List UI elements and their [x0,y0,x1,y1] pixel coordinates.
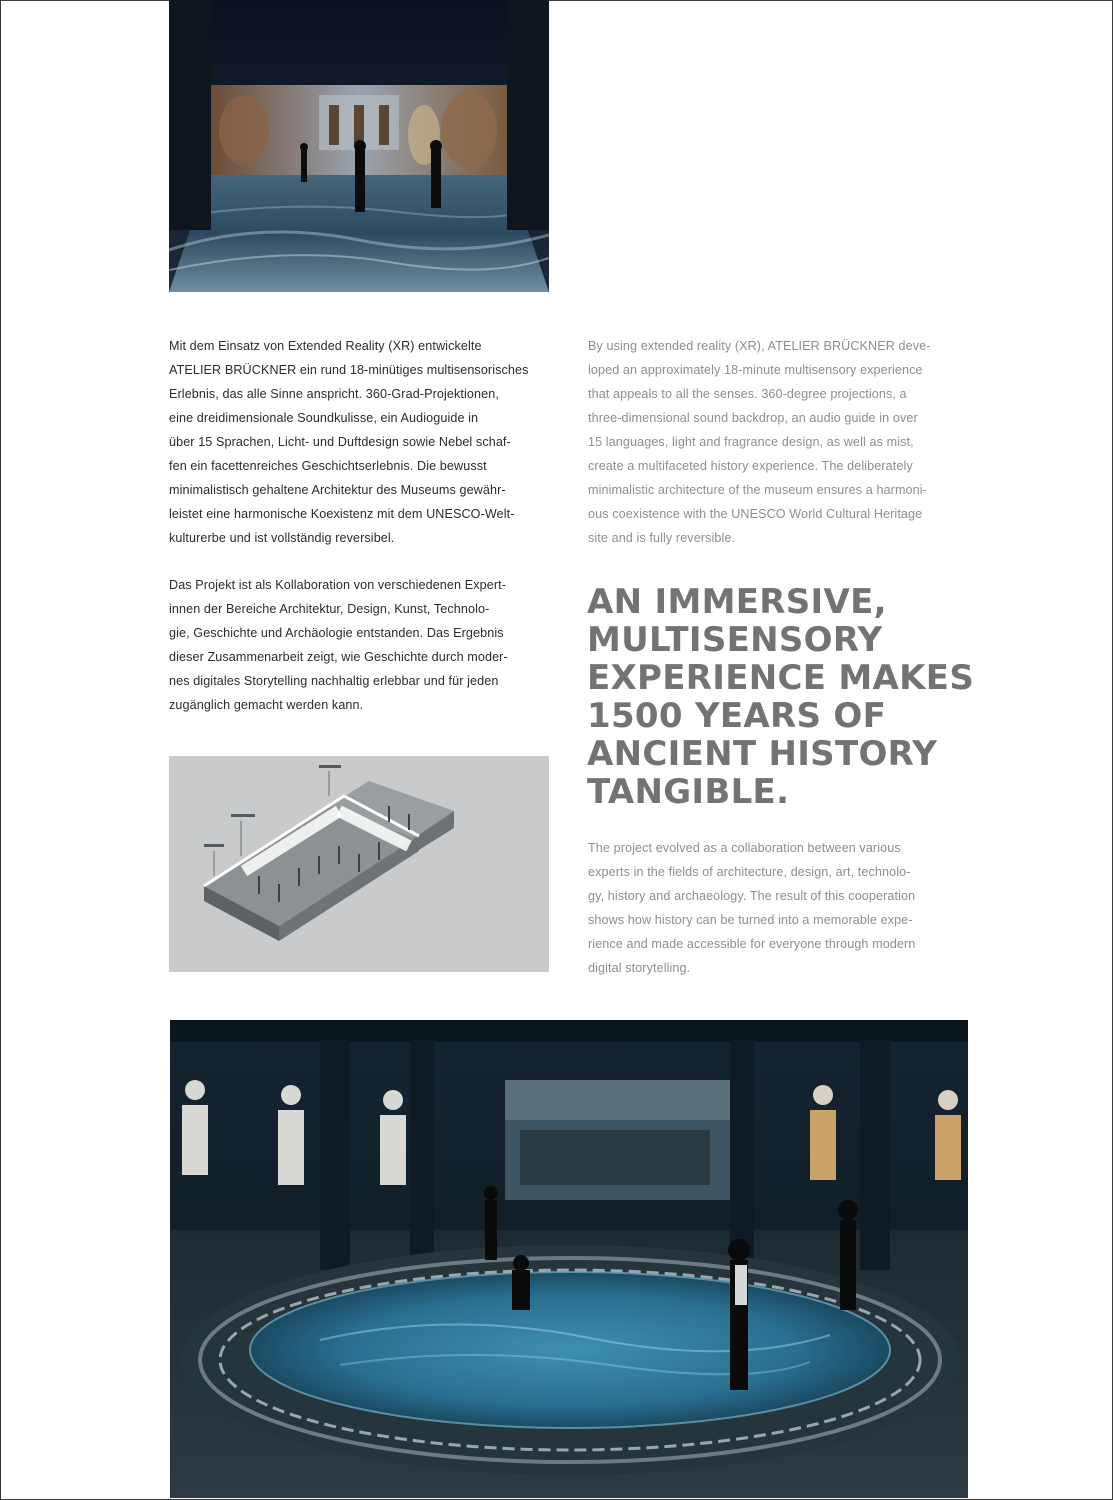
english-paragraph-1 [588,334,970,550]
headline-line: TANGIBLE. [587,772,790,812]
text-line: digital storytelling. [588,961,691,975]
text-line: über 15 Sprachen, Licht- und Duftdesign sowie Nebel schaf- [169,435,511,449]
text-line: Mit dem Einsatz von Extended Reality (XR) entwickelte [169,339,482,353]
text-line: rience and made accessible for everyone through modern [588,937,916,951]
german-paragraph-1 [169,334,549,550]
headline-line: MULTISENSORY [587,620,883,660]
text-line: kulturerbe und ist vollständig reversibel. [169,531,395,545]
text-line: three-dimensional sound backdrop, an audio guide in over [588,411,918,425]
headline-line: EXPERIENCE MAKES [587,658,975,698]
top-photo-graphic [169,0,549,292]
text-line: Erlebnis, das alle Sinne anspricht. 360-Grad-Projektionen, [169,387,499,401]
text-line: that appeals to all the senses. 360-degree projections, a [588,387,907,401]
text-line: ous coexistence with the UNESCO World Cultural Heritage [588,507,923,521]
text-line: minimalistisch gehaltene Architektur des Museums gewähr- [169,483,506,497]
text-line: experts in the fields of architecture, design, art, technolo- [588,865,911,879]
text-line: zugänglich gemacht werden kann. [169,698,364,712]
text-line: innen der Bereiche Architektur, Design, Kunst, Technolo- [169,602,490,616]
text-line: The project evolved as a collaboration between various [588,841,901,855]
plan-drawing-graphic [169,756,549,972]
text-line: create a multifaceted history experience. The deliberately [588,459,913,473]
text-line: gy, history and archaeology. The result of this cooperation [588,889,916,903]
text-line: fen ein facettenreiches Geschichtserlebnis. Die bewusst [169,459,487,473]
text-line: dieser Zusammenarbeit zeigt, wie Geschichte durch moder- [169,650,508,664]
text-line: gie, Geschichte und Archäologie entstanden. Das Ergebnis [169,626,504,640]
text-line: eine dreidimensionale Soundkulisse, ein Audioguide in [169,411,479,425]
bottom-photo-graphic [170,1020,968,1498]
headline-line: 1500 YEARS OF [587,696,887,736]
plan-drawing [169,756,549,972]
text-line: Das Projekt ist als Kollaboration von verschiedenen Expert- [169,578,507,592]
bottom-photo [170,1020,968,1498]
german-paragraph-2 [169,573,549,717]
headline-line: ANCIENT HISTORY [587,734,938,774]
text-line: leistet eine harmonische Koexistenz mit dem UNESCO-Welt- [169,507,515,521]
text-line: site and is fully reversible. [588,531,736,545]
text-line: minimalistic architecture of the museum ensures a harmoni- [588,483,927,497]
headline [587,582,975,812]
text-line: loped an approximately 18-minute multisensory experience [588,363,923,377]
text-line: shows how history can be turned into a memorable expe- [588,913,913,927]
text-line: By using extended reality (XR), ATELIER BRÜCKNER deve- [588,339,931,353]
headline-line: AN IMMERSIVE, [587,582,887,622]
text-line: nes digitales Storytelling nachhaltig erlebbar und für jeden [169,674,499,688]
text-line: 15 languages, light and fragrance design, as well as mist, [588,435,914,449]
text-line: ATELIER BRÜCKNER ein rund 18-minütiges multisensorisches [169,363,529,377]
top-photo [169,0,549,292]
english-paragraph-2 [588,836,970,980]
